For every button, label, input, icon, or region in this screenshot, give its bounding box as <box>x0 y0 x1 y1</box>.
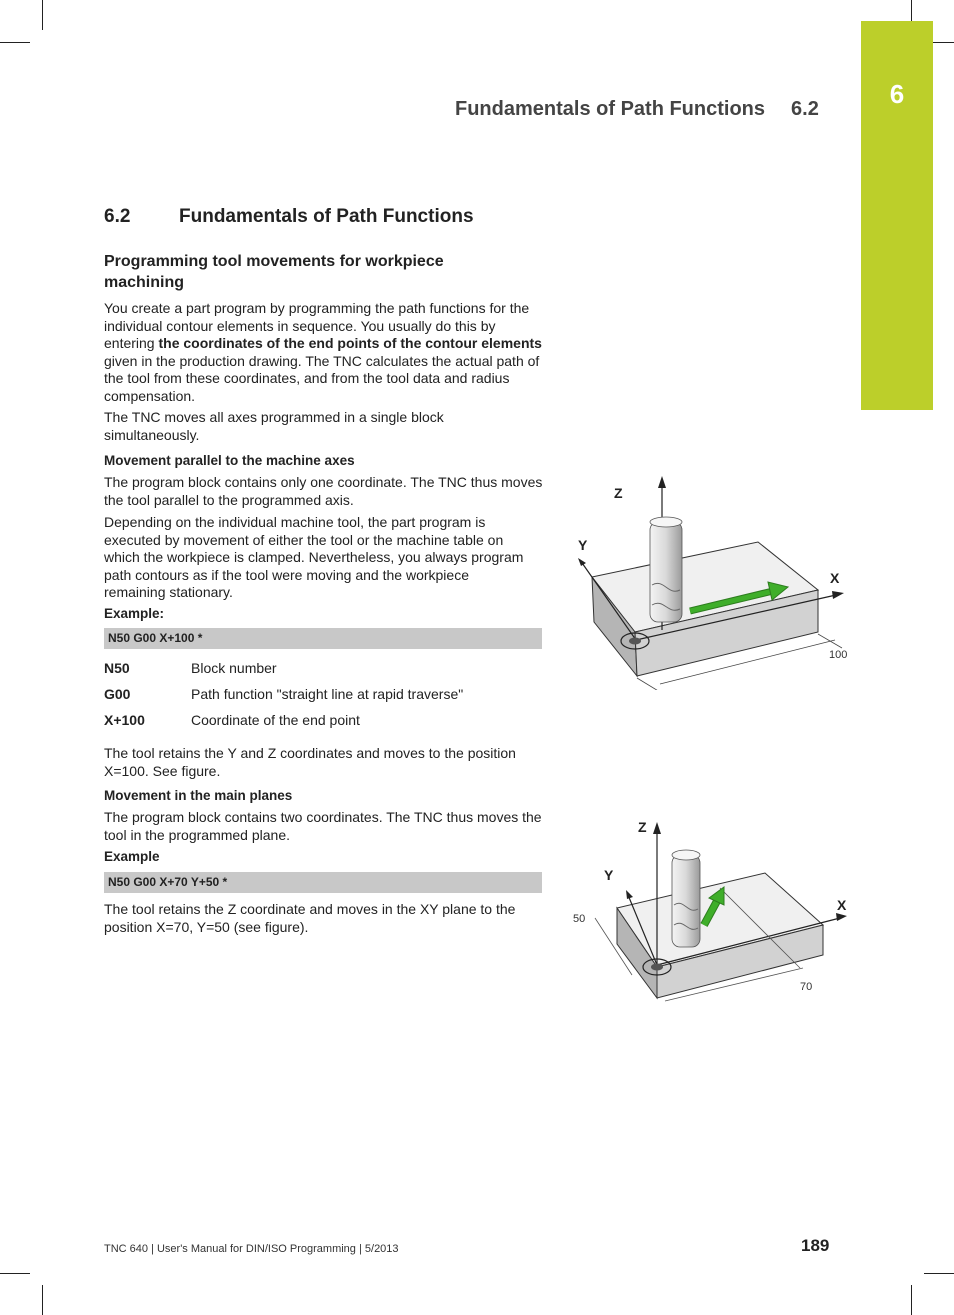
code-block-2 <box>104 872 542 893</box>
parallel-paragraph-3: The tool retains the Y and Z coordinates and moves to the position X=100. See figure. <box>104 745 516 779</box>
z-axis-arrowhead <box>658 476 666 488</box>
code-line-1: N50 G00 X+100 * <box>108 631 203 645</box>
definition-term: X+100 <box>104 712 145 728</box>
z-axis-arrowhead <box>653 822 661 834</box>
intro-paragraph: You create a part program by programming the path functions for the individual contour elements in sequence. You usually do this by entering the coordinates of the end points of the contour elements given in the production drawing. The TNC calculates the actual path of the tool from these coordinates, and from the tool data and radius compensation. <box>104 300 542 404</box>
definition-desc: Coordinate of the end point <box>191 712 360 728</box>
chapter-number: 6 <box>889 79 905 109</box>
dimension-label-x: 70 <box>800 981 813 993</box>
parallel-paragraph-1: The program block contains only one coordinate. The TNC thus moves the tool parallel to the programmed axis. <box>104 474 543 508</box>
figure-plane-movement <box>560 810 860 1010</box>
definition-desc: Path function "straight line at rapid traverse" <box>191 686 464 702</box>
planes-paragraph-1: The program block contains two coordinates. The TNC thus moves the tool in the programmed plane. <box>104 809 542 843</box>
example-label-1: Example: <box>104 606 165 621</box>
planes-paragraph-2: The tool retains the Z coordinate and moves in the XY plane to the position X=70, Y=50 (see figure). <box>104 901 516 935</box>
y-axis-arrowhead <box>626 890 633 899</box>
milling-tool <box>672 855 700 947</box>
figure-axis-parallel-movement <box>560 470 860 690</box>
simultaneous-paragraph: The TNC moves all axes programmed in a single block simultaneously. <box>104 409 444 443</box>
planes-heading: Movement in the main planes <box>104 788 293 803</box>
definition-term: G00 <box>104 686 131 702</box>
x-axis-label: X <box>830 570 840 586</box>
x-axis-arrowhead <box>836 913 847 921</box>
y-axis-arrowhead <box>578 558 586 566</box>
section-heading <box>104 206 474 228</box>
z-axis-label: Z <box>638 819 647 835</box>
parallel-heading: Movement parallel to the machine axes <box>104 453 355 468</box>
subsection-heading: Programming tool movements for workpiece machining <box>104 253 444 291</box>
dimension-label: 100 <box>829 649 848 661</box>
page-number: 189 <box>801 1236 830 1255</box>
section-title: Fundamentals of Path Functions <box>179 206 474 227</box>
definition-desc: Block number <box>191 660 277 676</box>
example-label-2: Example <box>104 849 160 864</box>
footer-text: TNC 640 | User's Manual for DIN/ISO Programming | 5/2013 <box>104 1243 399 1255</box>
chapter-tab <box>861 21 933 410</box>
running-head-section: 6.2 <box>791 98 819 120</box>
parallel-paragraph-2: Depending on the individual machine tool, the part program is executed by movement of either the tool or the machine table on which the workpiece is clamped. Nevertheless, you always program path contours as if the tool were moving and the workpiece remaining stationary. <box>104 514 524 600</box>
z-axis-label: Z <box>614 485 623 501</box>
intro-bold-phrase: the coordinates of the end points of the contour elements <box>158 335 542 351</box>
section-number: 6.2 <box>104 206 131 227</box>
x-axis-arrowhead <box>832 591 844 599</box>
running-head-title: Fundamentals of Path Functions <box>455 98 766 120</box>
x-axis-label: X <box>837 897 847 913</box>
definition-term: N50 <box>104 660 130 676</box>
y-axis-label: Y <box>578 537 588 553</box>
code-line-2: N50 G00 X+70 Y+50 * <box>108 875 228 889</box>
y-axis-label: Y <box>604 867 614 883</box>
dimension-label-y: 50 <box>573 913 586 925</box>
code-block-1 <box>104 628 542 649</box>
running-head <box>455 98 819 121</box>
